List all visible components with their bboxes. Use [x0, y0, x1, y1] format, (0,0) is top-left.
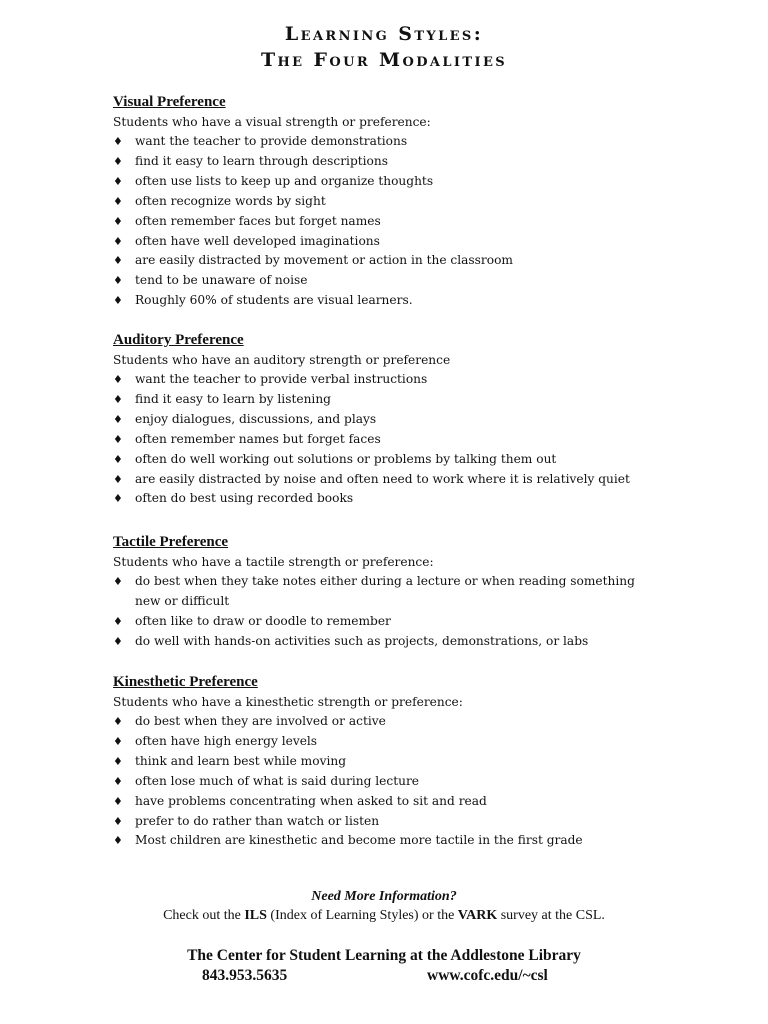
diamond-bullet-icon: ♦: [113, 274, 123, 288]
list-item: [113, 251, 643, 271]
diamond-bullet-icon: ♦: [113, 154, 123, 168]
diamond-bullet-icon: ♦: [113, 214, 123, 228]
diamond-bullet-icon: ♦: [113, 774, 123, 788]
diamond-bullet-icon: ♦: [113, 715, 123, 728]
list-item-text: are easily distracted by noise and often need to work where it is relatively quiet: [135, 471, 630, 486]
list-item-text: often remember faces but forget names: [135, 213, 381, 228]
list-item: [113, 772, 643, 792]
diamond-bullet-icon: ♦: [113, 254, 123, 268]
list-item-text: do best when they are involved or active: [135, 714, 386, 728]
list-item: [113, 712, 643, 732]
diamond-bullet-icon: ♦: [113, 174, 123, 188]
list-item: [113, 430, 643, 450]
list-item: [113, 390, 643, 410]
diamond-bullet-icon: ♦: [113, 472, 123, 486]
diamond-bullet-icon: ♦: [113, 294, 123, 308]
list-item-text: want the teacher to provide demonstrations: [135, 134, 408, 148]
vark-label: VARK: [457, 908, 498, 923]
list-item-text: often have high energy levels: [135, 733, 318, 748]
phone-number: 843.953.5635: [202, 967, 288, 984]
list-item-text: enjoy dialogues, discussions, and plays: [135, 411, 377, 426]
ils-label: ILS: [244, 908, 267, 923]
diamond-bullet-icon: ♦: [113, 754, 123, 768]
list-item: [113, 410, 643, 430]
diamond-bullet-icon: ♦: [113, 734, 123, 748]
list-item-text: often lose much of what is said during lecture: [135, 773, 419, 788]
diamond-bullet-icon: ♦: [113, 834, 123, 848]
list-item: [113, 489, 643, 509]
list-item: [113, 812, 643, 832]
diamond-bullet-icon: ♦: [113, 412, 123, 426]
section-auditory: [113, 330, 643, 509]
section-intro: Students who have a kinesthetic strength or preference:: [113, 695, 463, 709]
list-item-text: do best when they take notes either during a lecture or when reading something new or difficult: [135, 574, 635, 608]
bullet-list: [113, 572, 643, 652]
vark-description: survey at the CSL.: [497, 908, 605, 923]
diamond-bullet-icon: ♦: [113, 794, 123, 808]
diamond-bullet-icon: ♦: [113, 814, 123, 828]
list-item: [113, 572, 643, 612]
diamond-bullet-icon: ♦: [113, 432, 123, 446]
list-item: [113, 172, 643, 192]
list-item: [113, 450, 643, 470]
list-item: [113, 792, 643, 812]
list-item: [113, 232, 643, 252]
title-line-1: Learning Styles:: [284, 23, 484, 45]
section-tactile: [113, 532, 643, 652]
center-name: The Center for Student Learning at the Addlestone Library: [187, 947, 581, 964]
section-visual: [113, 92, 643, 311]
list-item: [113, 470, 643, 490]
list-item-text: Roughly 60% of students are visual learners.: [135, 293, 413, 308]
list-item: [113, 732, 643, 752]
website-link[interactable]: www.cofc.edu/~csl: [427, 967, 548, 984]
bullet-list: [113, 370, 643, 509]
section-heading: Tactile Preference: [113, 534, 229, 550]
bullet-list: [113, 712, 643, 851]
list-item: [113, 212, 643, 232]
list-item: [113, 291, 643, 311]
list-item: [113, 831, 643, 851]
list-item: [113, 132, 643, 152]
list-item: [113, 632, 643, 652]
list-item-text: have problems concentrating when asked to sit and read: [135, 793, 487, 808]
diamond-bullet-icon: ♦: [113, 373, 123, 386]
diamond-bullet-icon: ♦: [113, 452, 123, 466]
list-item: [113, 271, 643, 291]
list-item: [113, 612, 643, 632]
list-item-text: want the teacher to provide verbal instructions: [135, 372, 428, 386]
title-line-2: The Four Modalities: [260, 49, 508, 71]
list-item-text: often remember names but forget faces: [135, 431, 381, 446]
diamond-bullet-icon: ♦: [113, 392, 123, 406]
list-item-text: often use lists to keep up and organize thoughts: [135, 173, 434, 188]
list-item: [113, 752, 643, 772]
section-heading: Kinesthetic Preference: [113, 674, 258, 690]
list-item-text: often have well developed imaginations: [135, 233, 380, 248]
check-out-line: [0, 906, 768, 926]
section-intro: Students who have a visual strength or preference:: [113, 115, 431, 129]
diamond-bullet-icon: ♦: [113, 492, 123, 506]
list-item-text: find it easy to learn through descriptions: [135, 153, 388, 168]
diamond-bullet-icon: ♦: [113, 575, 123, 588]
list-item: [113, 370, 643, 390]
list-item-text: Most children are kinesthetic and become more tactile in the first grade: [135, 833, 583, 848]
list-item-text: tend to be unaware of noise: [135, 273, 308, 288]
list-item-text: find it easy to learn by listening: [135, 391, 331, 406]
bullet-list: [113, 132, 643, 311]
diamond-bullet-icon: ♦: [113, 634, 123, 648]
diamond-bullet-icon: ♦: [113, 614, 123, 628]
section-heading: Visual Preference: [113, 94, 226, 110]
ils-description: (Index of Learning Styles) or the: [266, 908, 458, 923]
list-item-text: often do best using recorded books: [135, 491, 354, 506]
section-kinesthetic: [113, 672, 643, 851]
check-prefix: Check out the: [163, 908, 245, 923]
section-intro: Students who have a tactile strength or preference:: [113, 555, 434, 569]
list-item-text: often recognize words by sight: [135, 193, 326, 208]
list-item-text: prefer to do rather than watch or listen: [135, 813, 380, 828]
need-more-info: Need More Information?: [311, 889, 457, 904]
list-item-text: do well with hands-on activities such as projects, demonstrations, or labs: [135, 633, 589, 648]
list-item-text: are easily distracted by movement or action in the classroom: [135, 253, 513, 268]
diamond-bullet-icon: ♦: [113, 234, 123, 248]
diamond-bullet-icon: ♦: [113, 135, 123, 148]
list-item-text: often do well working out solutions or problems by talking them out: [135, 451, 557, 466]
list-item-text: often like to draw or doodle to remember: [135, 613, 391, 628]
list-item-text: think and learn best while moving: [135, 753, 347, 768]
list-item: [113, 192, 643, 212]
section-intro: Students who have an auditory strength or preference: [113, 353, 451, 367]
diamond-bullet-icon: ♦: [113, 194, 123, 208]
list-item: [113, 152, 643, 172]
section-heading: Auditory Preference: [113, 332, 244, 348]
